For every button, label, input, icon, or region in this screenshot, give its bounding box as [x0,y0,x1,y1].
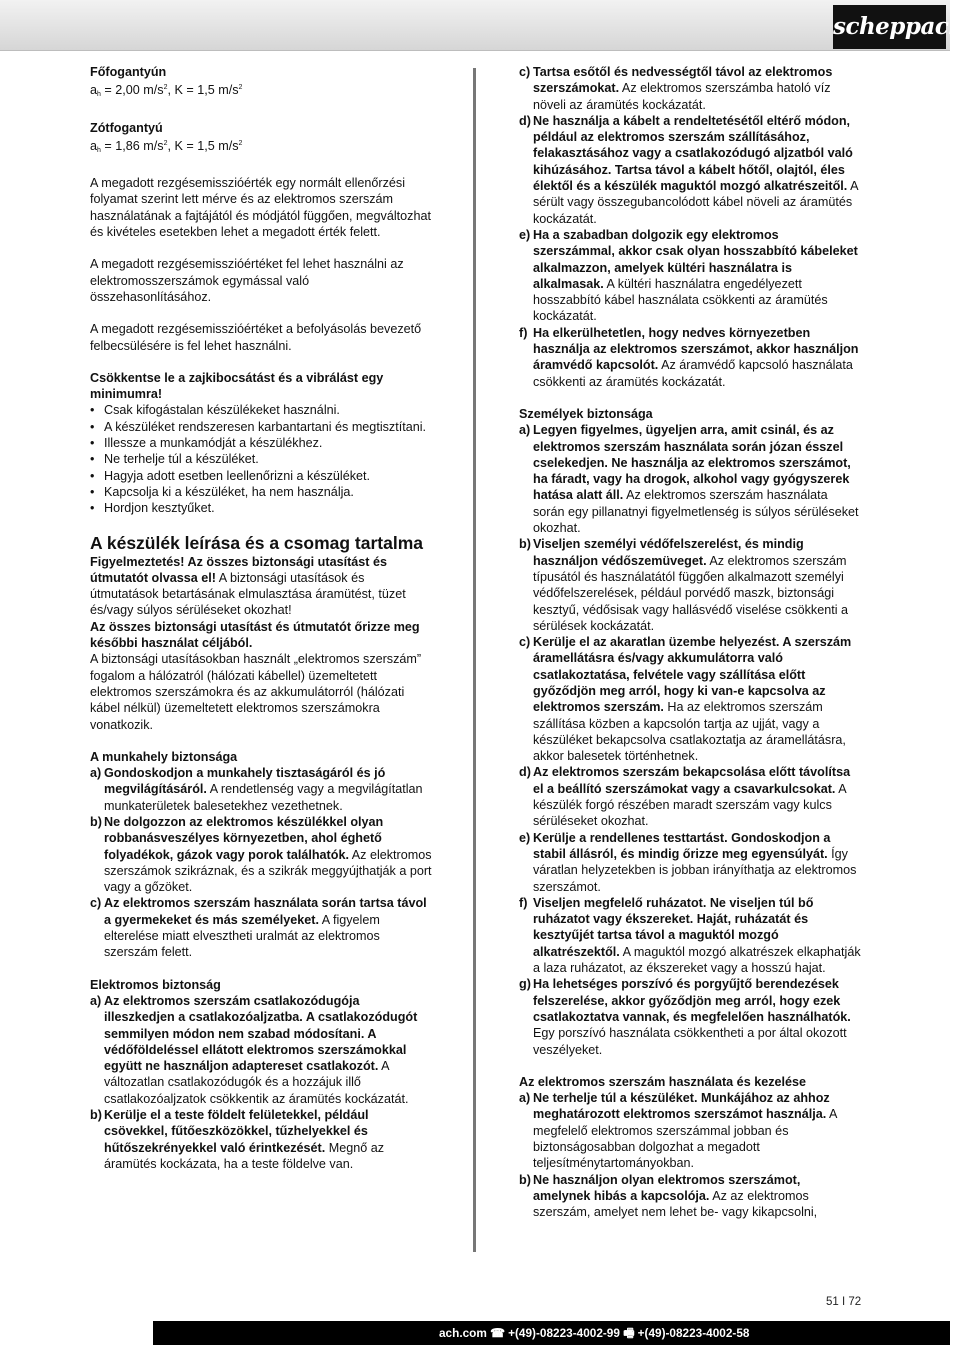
header-bar [0,0,965,51]
k-value: , K = 1,5 m/s [167,83,239,98]
item-bold: Ne használja a kábelt a rendeltetésétől eltérő módon, például az elektromos szerszám szállításához, felakasztásához vagy a csatlakozódugó aljzatból való kihúzásához. Tartsa távol a kábelt hőtől, olajtól, éles élektől és a készülék maguktól mozgó alkatrészeitől. [533,113,853,194]
item-letter: f) [519,325,528,340]
list-item [90,895,432,960]
item-letter: b) [519,537,531,552]
item-bold: Kerülje el a teste földelt felületekkel, például csövekkel, fűtőeszközökkel, tűzhelyekkel és hűtőszekrényekkel való érintkezését. [104,1108,369,1155]
bullet-icon: • [90,436,95,451]
item-text: Megnő az áramütés kockázata, ha a teste földelve van. [104,1140,385,1171]
item-bold: Gondoskodjon a munkahely tisztaságáról és jó megvilágításáról. [104,766,386,797]
item-letter: e) [519,830,531,845]
item-bold: Legyen figyelmes, ügyeljen arra, amit csinál, és az elektromos szerszám használata során józan ésszel cselekedjen. Ne használja az elektromos szerszámot, ha fáradt, vagy ha drogok, alkohol vagy gyógyszerek hatása alatt áll. [533,423,851,503]
bullet-text: Hordjon kesztyűket. [104,501,215,516]
list-item [90,765,432,814]
item-text: A megfelelő elektromos szerszámmal jobban és biztonságosabban dolgozhat a megadott teljesítménytartományokban. [533,1107,837,1171]
item-letter: a) [90,993,102,1008]
superscript: 2 [238,139,243,147]
electrical-safety-title: Elektromos biztonság [90,977,221,992]
list-item [519,764,861,829]
bullet-icon: • [90,419,95,434]
right-column [519,64,861,1220]
list-item [519,1090,861,1171]
item-bold: Tartsa esőtől és nedvességtől távol az elektromos szerszámokat. [533,65,833,96]
item-text: Az áramvédő kapcsoló használata csökkenti az áramütés kockázatát. [533,358,853,389]
superscript: 2 [163,139,168,147]
bullet-text: Hagyja adott esetben leellenőrizni a készüléket. [104,468,371,483]
item-letter: c) [519,65,531,79]
footer-contact: ach.com ☎ +(49)-08223-4002-99 🖷 +(49)-08223-4002-58 [439,1326,750,1340]
workplace-safety-title: A munkahely biztonsága [90,749,238,764]
item-text: Egy porszívó használata csökkentheti a por által okozott veszélyeket. [533,1026,847,1057]
ah-value: = 2,00 m/s [100,83,164,98]
item-bold: Ne dolgozzon az elektromos készülékkel olyan robbanásveszélyes környezetben, ahol éghető folyadékok, gázok vagy porok találhatók. [104,814,384,862]
list-item [90,814,432,895]
item-letter: c) [519,635,531,650]
item-bold: Ha lehetséges porszívó és porgyűjtő berendezések felszerelése, akkor győződjön meg arról, hogy ezek csatlakoztatva vannak, és megfelelően használhatók. [533,977,851,1024]
k-value: , K = 1,5 m/s [167,138,239,153]
item-text: Az elektromos szerszám típusától és használatától függően alkalmazott személyi védőfelszerelések, például porvédő maszk, biztonsági kesztyű, védősisak vagy hallásvédő viselése csökkenti a sérülések kockázatát. [533,553,849,633]
bullet-item [90,468,432,484]
item-text: Az elektromos szerszámba hatoló víz növeli az áramütés kockázatát. [533,81,831,112]
item-letter: a) [519,423,531,438]
list-item [519,976,861,1057]
list-item [519,830,861,895]
main-handle-values [90,80,432,103]
ah-label: a [90,83,98,98]
list-item [519,536,861,634]
bullet-icon: • [90,484,95,499]
item-text: Az az elektromos szerszám, amelyet nem lehet be- vagy kikapcsolni, [533,1188,818,1220]
footer-blank [0,1321,153,1345]
page-number: 51 I 72 [826,1296,862,1308]
list-item [90,1107,432,1172]
ah-label: a [90,138,98,153]
item-text: Az elektromos szerszámok szikráznak, és a szikrák meggyújthatják a port vagy a gőzöket. [104,847,432,895]
bullet-item [90,419,432,435]
scheppach-logo: scheppach [833,5,946,49]
bullet-item [90,435,432,451]
ah-subscript: h [97,146,101,154]
ah-value: = 1,86 m/s [100,138,164,153]
bullet-text: A készüléket rendszeresen karbantartani és megtisztítani. [104,419,427,434]
left-column [90,64,432,1172]
item-bold: Kerülje el az akaratlan üzembe helyezést. A szerszám áramellátásra és/vagy akkumulátorra való csatlakoztatása, felvétele vagy szállítása előtt győződjön meg arról, hogy ki van-e kapcsolva az elektromos szerszám. [533,635,852,715]
list-item [519,325,861,390]
item-bold: Ha a szabadban dolgozik egy elektromos szerszámmal, akkor csak olyan hosszabbító kábeleket alkalmazzon, amelyek kültéri használatra is alkalmasak. [533,227,858,291]
list-item [90,993,432,1107]
tool-usage-title: Az elektromos szerszám használata és kezelése [519,1074,807,1089]
item-text: Így váratlan helyzetekben is jobban irányíthatja az elektromos szerszámot. [533,846,857,894]
item-letter: b) [519,1172,531,1187]
section-heading: A készülék leírása és a csomag tartalma [90,532,424,553]
item-bold: Az elektromos szerszám csatlakozódugója illeszkedjen a csatlakozóaljzatba. A csatlakozódugót semmilyen módon nem szabad módosítani. A védőföldeléssel ellátott elektromos szerszámokkal együtt ne használjon adaptereset csatlakozót. [104,993,418,1074]
list-item [519,634,861,764]
item-text: A maguktól mozgó alkatrészek elkaphatják a laza ruházatot, az ékszereket vagy a hosszú hajat. [533,944,861,976]
item-bold: Ha elkerülhetetlen, hogy nedves környezetben használja az elektromos szerszámot, akkor használjon áramvédő kapcsolót. [533,325,859,373]
vibration-paragraph-3: A megadott rezgésemisszióértéket a befolyásolás bevezető felbecsülésére is fel lehet használni. [90,322,422,353]
item-letter: d) [519,113,531,128]
bullet-icon: • [90,403,95,418]
bullet-item [90,451,432,467]
column-divider [473,68,476,1252]
item-text: A rendetlenség vagy a megvilágítatlan munkaterületek balesetekhez vezethetnek. [104,782,423,813]
bullet-icon: • [90,452,95,467]
item-text: A figyelem elterelése miatt elvesztheti uralmát az elektromos szerszám felett. [104,912,380,960]
ah-subscript: h [97,91,101,99]
vibration-paragraph-2: A megadott rezgésemisszióértéket fel lehet használni az elektromosszerszámok egymással való összehasonlításához. [90,257,404,304]
second-handle-values [90,136,432,159]
superscript: 2 [238,84,243,92]
item-letter: g) [519,977,531,992]
item-text: A sérült vagy összegubancolódott kábel növeli az áramütés kockázatát. [533,179,858,226]
warning-text: A biztonsági utasítások és útmutatások betartásának elmulasztása áramütést, tüzet és/vagy súlyos sérüléseket okozhat! [90,570,406,618]
bullet-item [90,500,432,516]
item-letter: e) [519,227,531,242]
term-definition: A biztonsági utasításokban használt „elektromos szerszám” fogalom a hálózatról (hálózati kábellel) üzemeltetett elektromos szerszámokra és az akkumulátorról (hálózati kábel nélkül) üzemeltetett elektromos szerszámokra vonatkozik. [90,652,422,732]
item-text: Az elektromos szerszám használata során egy pillanatnyi figyelmetlenség is súlyos sérüléseket okozhat. [533,488,859,536]
footer-bar [0,1321,950,1345]
bullet-item [90,484,432,500]
item-bold: Az elektromos szerszám bekapcsolása előtt távolítsa el a beállító szerszámokat vagy a csavarkulcsokat. [533,765,851,796]
item-letter: d) [519,765,531,780]
bullet-text: Kapcsolja ki a készüléket, ha nem használja. [104,484,354,499]
item-bold: Viseljen személyi védőfelszerelést, és mindig használjon védőszemüveget. [533,537,804,568]
list-item [519,422,861,536]
item-text: A kültéri használatra engedélyezett hosszabbító kábel használata csökkenti az áramütés kockázatát. [533,276,828,324]
item-letter: a) [519,1091,531,1106]
bullet-icon: • [90,501,95,516]
bullet-text: Illessze a munkamódját a készülékhez. [104,436,323,451]
item-letter: a) [90,766,102,781]
bullet-text: Ne terhelje túl a készüléket. [104,452,259,467]
list-item [519,1172,861,1221]
item-text: A változatlan csatlakozódugók és a hozzájuk illő csatlakozóaljzatok csökkentik az áramütés kockázatát. [104,1059,409,1106]
keep-instructions: Az összes biztonsági utasítást és útmutatót őrizze meg későbbi használat céljából. [90,619,420,651]
item-text: Ha az elektromos szerszám szállítása közben a kapcsolón tartja az ujját, vagy a készüléket bekapcsolva csatlakoztatja az áramellátásra, akkor balesetek történhetnek. [533,700,846,764]
reduce-noise-title: Csökkentse le a zajkibocsátást és a vibrálást egy minimumra! [90,370,384,402]
item-text: A készülék forgó részében maradt szerszám vagy kulcs sérüléseket okozhat. [533,781,846,829]
superscript: 2 [163,84,168,92]
bullet-icon: • [90,468,95,483]
list-item [519,895,861,976]
main-handle-title: Főfogantyún [90,65,167,79]
bullet-item [90,402,432,418]
item-bold: Ne használjon olyan elektromos szerszámot, amelynek hibás a kapcsolója. [533,1172,801,1203]
list-item [519,113,861,227]
item-letter: c) [90,896,102,911]
item-bold: Az elektromos szerszám használata során tartsa távol a gyermekeket és más személyeket. [104,896,427,927]
item-letter: b) [90,814,102,829]
personal-safety-title: Személyek biztonsága [519,406,653,421]
warning-bold: Figyelmeztetés! Az összes biztonsági utasítást és útmutatót olvassa el! [90,554,387,585]
list-item [519,64,861,113]
second-handle-title: Zótfogantyú [90,120,163,135]
bullet-text: Csak kifogástalan készülékeket használni. [104,403,340,418]
item-bold: Ne terhelje túl a készüléket. Munkájához az ahhoz meghatározott elektromos szerszámot használja. [533,1091,830,1122]
item-letter: f) [519,895,528,910]
vibration-paragraph-1: A megadott rezgésemisszióérték egy normált ellenőrzési folyamat szerint lett mérve és az elektromos szerszám használatának a fajtájától és módjától függően, megváltozhat és kivételes esetekben lehet a megadott érték felett. [90,176,431,240]
list-item [519,227,861,325]
reduce-bullet-list [90,402,432,516]
item-bold: Kerülje a rendellenes testtartást. Gondoskodjon a stabil állásról, és mindig őrizze meg egyensúlyát. [533,830,831,861]
item-bold: Viseljen megfelelő ruházatot. Ne viseljen túl bő ruházatot vagy ékszereket. Haját, ruházatát és kesztyűjét tartsa távol a maguktól mozgó alkatrészektől. [533,895,814,959]
item-letter: b) [90,1108,102,1123]
warning-paragraph [90,554,432,619]
